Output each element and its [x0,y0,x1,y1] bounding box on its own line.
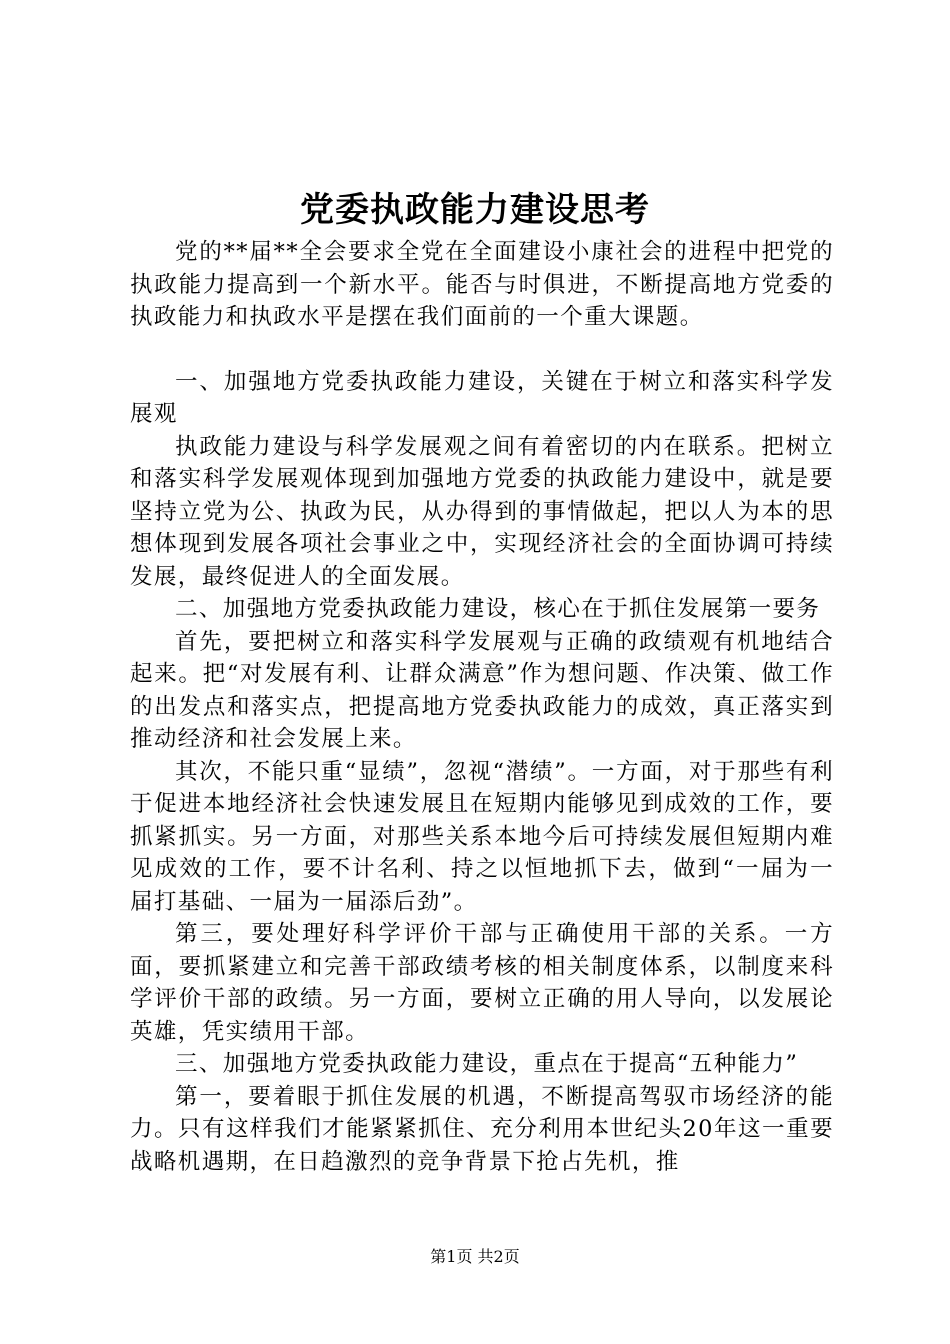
paragraph-gap [130,334,834,366]
page-indicator: 第1页 共2页 [430,1247,520,1266]
document-body [130,236,834,1178]
section-heading-1: 一、加强地方党委执政能力建设，关键在于树立和落实科学发展观 [130,368,834,427]
body-paragraph: 其次，不能只重“显绩”，忽视“潜绩”。一方面，对于那些有利于促进本地经济社会快速发展且在短期内能够见到成效的工作，要抓紧抓实。另一方面，对那些关系本地今后可持续发展但短期内难见成效的工作，要不计名利、持之以恒地抓下去，做到“一届为一届打基础、一届为一届添后劲”。 [130,758,834,915]
section-heading-3: 三、加强地方党委执政能力建设，重点在于提高“五种能力” [175,1051,799,1077]
document-title: 党委执政能力建设思考 [300,190,650,230]
body-paragraph: 首先，要把树立和落实科学发展观与正确的政绩观有机地结合起来。把“对发展有利、让群众满意”作为想问题、作决策、做工作的出发点和落实点，把提高地方党委执政能力的成效，真正落实到推动经济和社会发展上来。 [130,628,834,752]
body-paragraph: 第一，要着眼于抓住发展的机遇，不断提高驾驭市场经济的能力。只有这样我们才能紧紧抓住、充分利用本世纪头20年这一重要战略机遇期，在日趋激烈的竞争背景下抢占先机，推 [130,1083,834,1175]
intro-paragraph: 党的**届**全会要求全党在全面建设小康社会的进程中把党的执政能力提高到一个新水平。能否与时俱进，不断提高地方党委的执政能力和执政水平是摆在我们面前的一个重大课题。 [130,239,834,330]
body-paragraph: 执政能力建设与科学发展观之间有着密切的内在联系。把树立和落实科学发展观体现到加强地方党委的执政能力建设中，就是要坚持立党为公、执政为民，从办得到的事情做起，把以人为本的思想体现到发展各项社会事业之中，实现经济社会的全面协调可持续发展，最终促进人的全面发展。 [130,433,834,590]
section-heading-2: 二、加强地方党委执政能力建设，核心在于抓住发展第一要务 [175,596,821,622]
body-paragraph: 第三，要处理好科学评价干部与正确使用干部的关系。一方面，要抓紧建立和完善干部政绩考核的相关制度体系，以制度来科学评价干部的政绩。另一方面，要树立正确的用人导向，以发展论英雄，凭实绩用干部。 [130,921,834,1045]
